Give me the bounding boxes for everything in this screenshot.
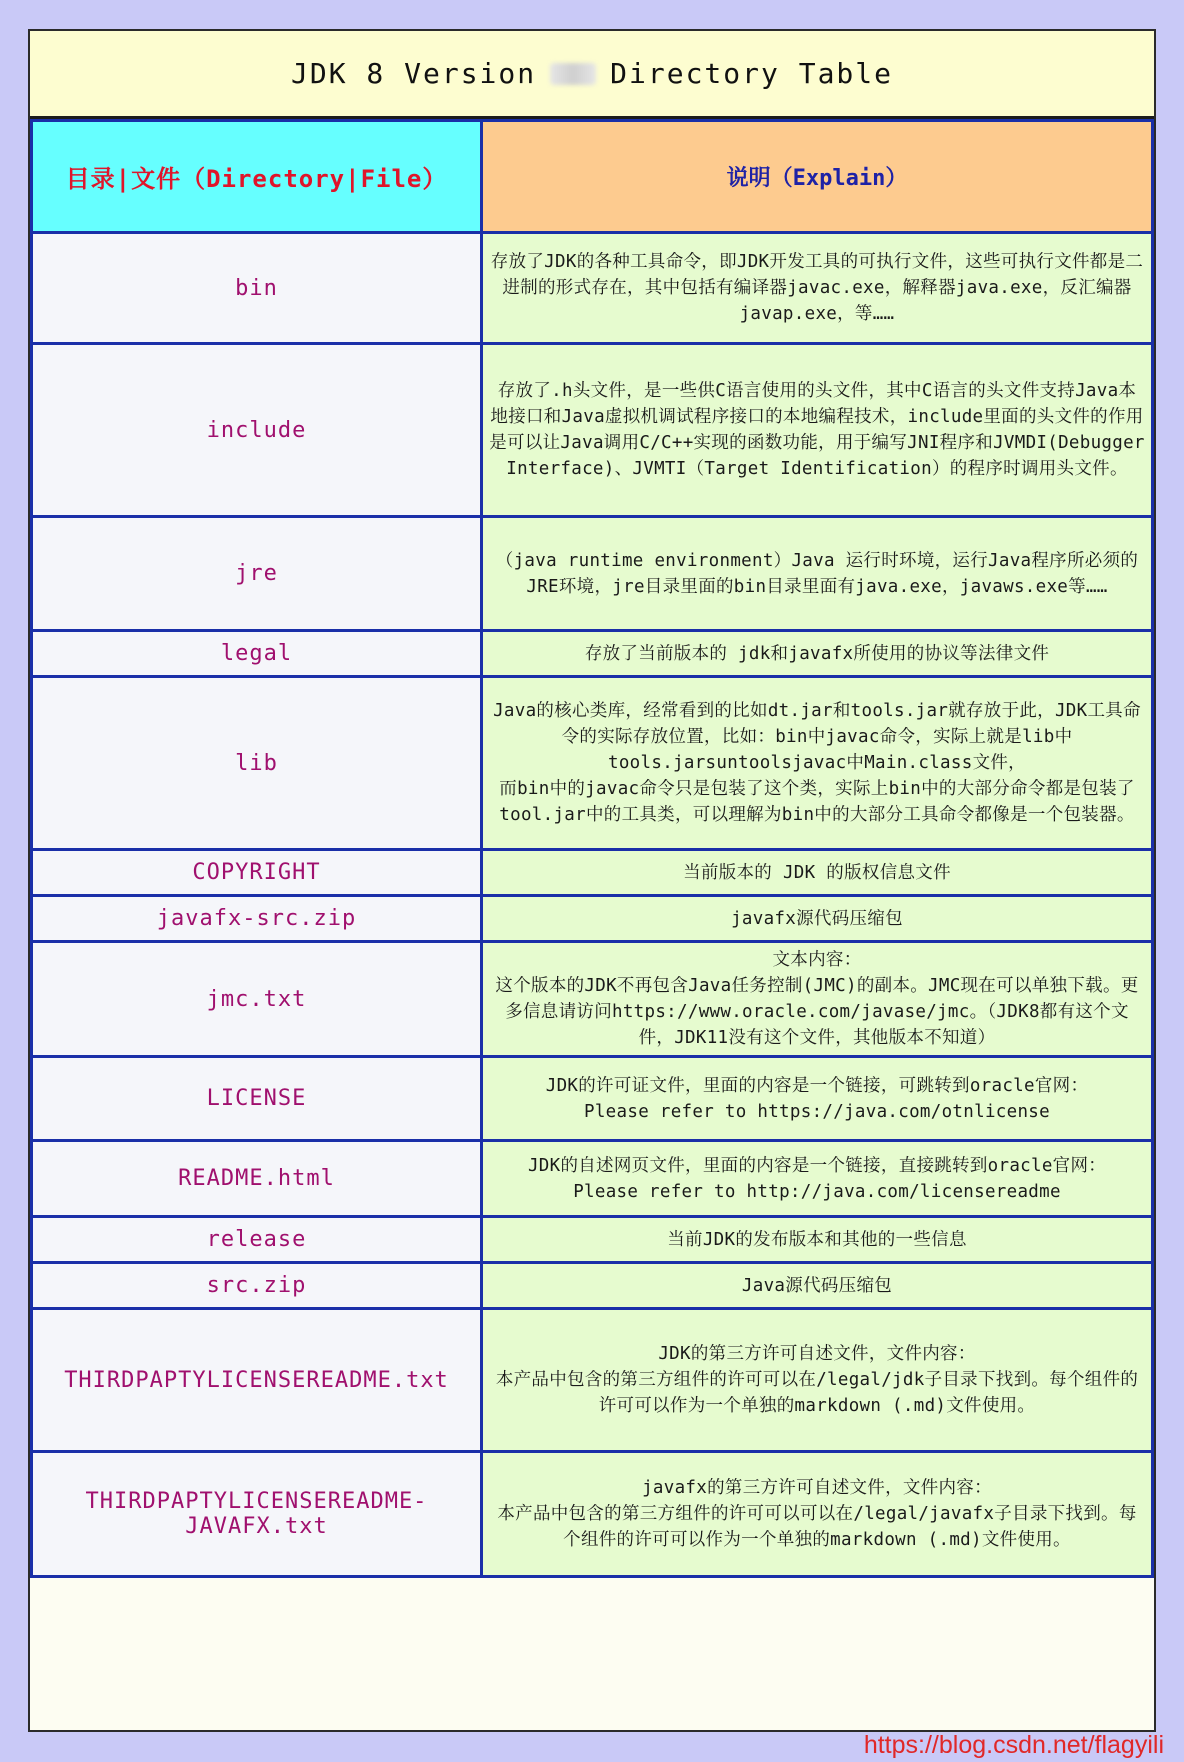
row-explain: 存放了.h头文件，是一些供C语言使用的头文件，其中C语言的头文件支持Java本地接口和Java虚拟机调试程序接口的本地编程技术，include里面的头文件的作用是可以让Java调用C/C++实现的函数功能，用于编写JNI程序和JVMDI(Debugger Interface)、JVMTI（Target Identification）的程序时调用头文件。 [482,344,1153,517]
blurred-version [550,63,596,85]
row-name: THIRDPAPTYLICENSEREADME.txt [32,1309,482,1452]
table-title [30,31,1154,119]
table-row [32,942,1153,1057]
header-explain: 说明（Explain） [482,121,1153,233]
row-name: src.zip [32,1263,482,1309]
watermark-url: https://blog.csdn.net/flagyili [863,1731,1164,1759]
table-row [32,1452,1153,1577]
row-name: include [32,344,482,517]
table-row [32,850,1153,896]
table-row [32,1217,1153,1263]
table-row [32,631,1153,677]
row-name: lib [32,677,482,850]
row-explain: Java的核心类库，经常看到的比如dt.jar和tools.jar就存放于此，JDK工具命令的实际存放位置，比如：bin中javac命令，实际上就是lib中tools.jarsuntoolsjavac中Main.class文件， 而bin中的javac命令只是包装了这个类，实际上bin中的大部分命令都是包装了tool.jar中的工具类，可以理解为bin中的大部分工具命令都像是一个包装器。 [482,677,1153,850]
directory-table [30,119,1154,1578]
row-explain: 当前版本的 JDK 的版权信息文件 [482,850,1153,896]
row-explain: 存放了当前版本的 jdk和javafx所使用的协议等法律文件 [482,631,1153,677]
row-name: THIRDPAPTYLICENSEREADME-JAVAFX.txt [32,1452,482,1577]
row-name: jmc.txt [32,942,482,1057]
table-row [32,233,1153,344]
header-row [32,121,1153,233]
row-name: bin [32,233,482,344]
row-explain: JDK的第三方许可自述文件，文件内容： 本产品中包含的第三方组件的许可可以在/legal/jdk子目录下找到。每个组件的许可可以作为一个单独的markdown (.md)文件使用。 [482,1309,1153,1452]
row-explain: JDK的许可证文件，里面的内容是一个链接，可跳转到oracle官网： Please refer to https://java.com/otnlicense [482,1057,1153,1141]
table-row [32,1263,1153,1309]
row-explain: javafx的第三方许可自述文件，文件内容： 本产品中包含的第三方组件的许可可以可以在/legal/javafx子目录下找到。每个组件的许可可以作为一个单独的markdown (.md)文件使用。 [482,1452,1153,1577]
row-explain: 当前JDK的发布版本和其他的一些信息 [482,1217,1153,1263]
title-left: JDK 8 Version [290,57,537,90]
table-frame [28,29,1156,1732]
row-explain: JDK的自述网页文件，里面的内容是一个链接，直接跳转到oracle官网： Please refer to http://java.com/licensereadme [482,1141,1153,1217]
table-row [32,677,1153,850]
row-explain: javafx源代码压缩包 [482,896,1153,942]
row-name: release [32,1217,482,1263]
row-explain: Java源代码压缩包 [482,1263,1153,1309]
row-name: COPYRIGHT [32,850,482,896]
row-name: legal [32,631,482,677]
table-row [32,344,1153,517]
row-name: README.html [32,1141,482,1217]
row-explain: （java runtime environment）Java 运行时环境，运行Java程序所必须的JRE环境，jre目录里面的bin目录里面有java.exe，javaws.exe等…… [482,517,1153,631]
table-row [32,517,1153,631]
title-right: Directory Table [610,57,894,90]
table-row [32,1057,1153,1141]
table-row [32,896,1153,942]
row-name: javafx-src.zip [32,896,482,942]
header-directory-file: 目录|文件（Directory|File） [32,121,482,233]
row-explain: 文本内容： 这个版本的JDK不再包含Java任务控制(JMC)的副本。JMC现在可以单独下载。更多信息请访问https://www.oracle.com/javase/jmc。（JDK8都有这个文件，JDK11没有这个文件，其他版本不知道） [482,942,1153,1057]
row-explain: 存放了JDK的各种工具命令，即JDK开发工具的可执行文件，这些可执行文件都是二进制的形式存在，其中包括有编译器javac.exe，解释器java.exe，反汇编器javap.exe，等…… [482,233,1153,344]
row-name: LICENSE [32,1057,482,1141]
table-row [32,1141,1153,1217]
row-name: jre [32,517,482,631]
table-row [32,1309,1153,1452]
